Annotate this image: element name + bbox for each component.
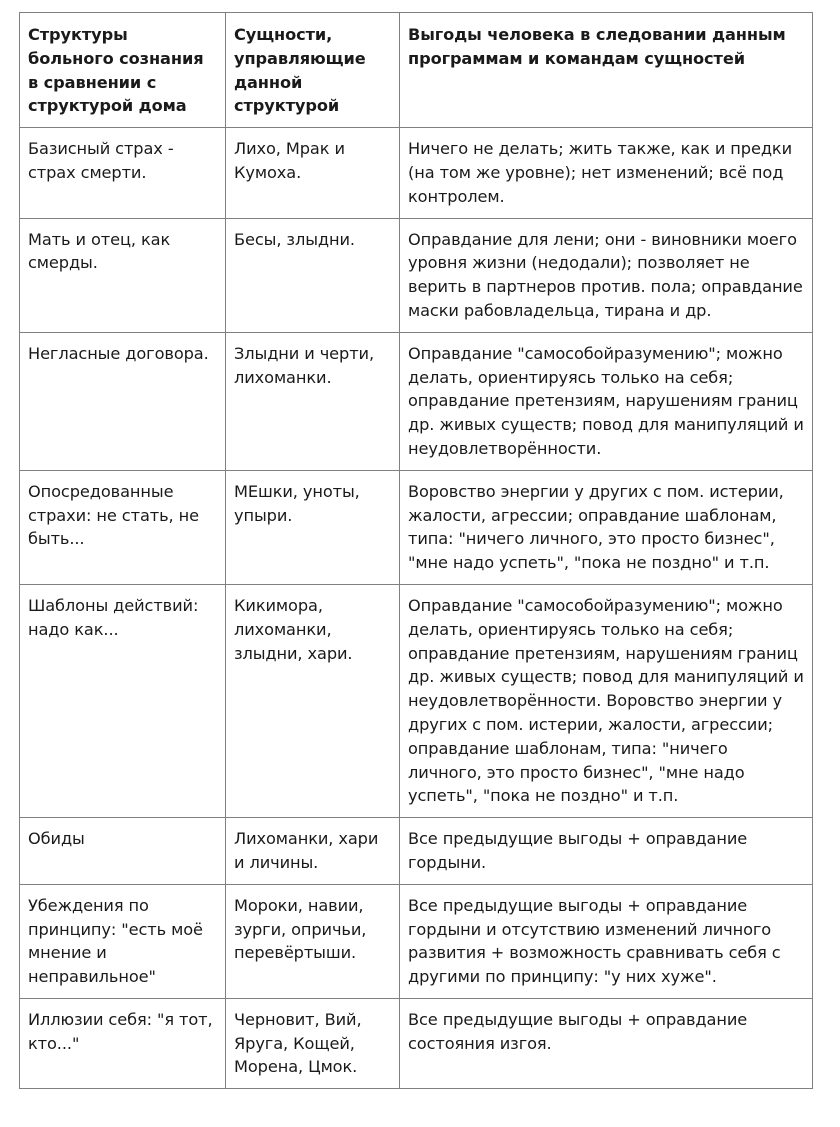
- cell-entities: Кикимора, лихоманки, злыдни, хари.: [226, 584, 400, 817]
- header-structures: Структуры больного сознания в сравнении с структурой дома: [20, 13, 226, 128]
- header-benefits: Выгоды человека в следовании данным программам и командам сущностей: [400, 13, 813, 128]
- cell-benefits: Все предыдущие выгоды + оправдание гордыни и отсутствию изменений личного развития + возможность сравнивать себя с другими по принципу: "у них хуже".: [400, 884, 813, 998]
- table-row: [20, 818, 813, 885]
- table-row: [20, 470, 813, 584]
- cell-benefits: Все предыдущие выгоды + оправдание состояния изгоя.: [400, 998, 813, 1088]
- cell-entities: Лихо, Мрак и Кумоха.: [226, 128, 400, 218]
- cell-structure: Обиды: [20, 818, 226, 885]
- cell-entities: Черновит, Вий, Яруга, Кощей, Морена, Цмок.: [226, 998, 400, 1088]
- cell-structure: Опосредованные страхи: не стать, не быть...: [20, 470, 226, 584]
- cell-benefits: Воровство энергии у других с пом. истерии, жалости, агрессии; оправдание шаблонам, типа: "ничего личного, это просто бизнес", "мне надо успеть", "пока не поздно" и т.п.: [400, 470, 813, 584]
- cell-entities: Злыдни и черти, лихоманки.: [226, 332, 400, 470]
- table-header-row: [20, 13, 813, 128]
- cell-structure: Убеждения по принципу: "есть моё мнение и неправильное": [20, 884, 226, 998]
- table-row: [20, 998, 813, 1088]
- cell-entities: Мороки, навии, зурги, опричьи, перевёртыши.: [226, 884, 400, 998]
- cell-structure: Шаблоны действий: надо как...: [20, 584, 226, 817]
- table-row: [20, 332, 813, 470]
- header-entities: Сущности, управляющие данной структурой: [226, 13, 400, 128]
- cell-structure: Мать и отец, как смерды.: [20, 218, 226, 332]
- cell-benefits: Все предыдущие выгоды + оправдание гордыни.: [400, 818, 813, 885]
- structures-table: [19, 12, 813, 1089]
- cell-entities: Бесы, злыдни.: [226, 218, 400, 332]
- cell-benefits: Оправдание для лени; они - виновники моего уровня жизни (недодали); позволяет не верить в партнеров против. пола; оправдание маски рабовладельца, тирана и др.: [400, 218, 813, 332]
- table-row: [20, 128, 813, 218]
- cell-benefits: Оправдание "самособойразумению"; можно делать, ориентируясь только на себя; оправдание претензиям, нарушениям границ др. живых существ; повод для манипуляций и неудовлетворённости. Воровство энергии у других с пом. истерии, жалости, агрессии; оправдание шаблонам, типа: "ничего личного, это просто бизнес", "мне надо успеть", "пока не поздно" и т.п.: [400, 584, 813, 817]
- cell-structure: Негласные договора.: [20, 332, 226, 470]
- cell-entities: МЕшки, уноты, упыри.: [226, 470, 400, 584]
- table-row: [20, 584, 813, 817]
- cell-structure: Иллюзии себя: "я тот, кто...": [20, 998, 226, 1088]
- table-row: [20, 218, 813, 332]
- cell-benefits: Ничего не делать; жить также, как и предки (на том же уровне); нет изменений; всё под контролем.: [400, 128, 813, 218]
- cell-benefits: Оправдание "самособойразумению"; можно делать, ориентируясь только на себя; оправдание претензиям, нарушениям границ др. живых существ; повод для манипуляций и неудовлетворённости.: [400, 332, 813, 470]
- table-row: [20, 884, 813, 998]
- cell-entities: Лихоманки, хари и личины.: [226, 818, 400, 885]
- cell-structure: Базисный страх - страх смерти.: [20, 128, 226, 218]
